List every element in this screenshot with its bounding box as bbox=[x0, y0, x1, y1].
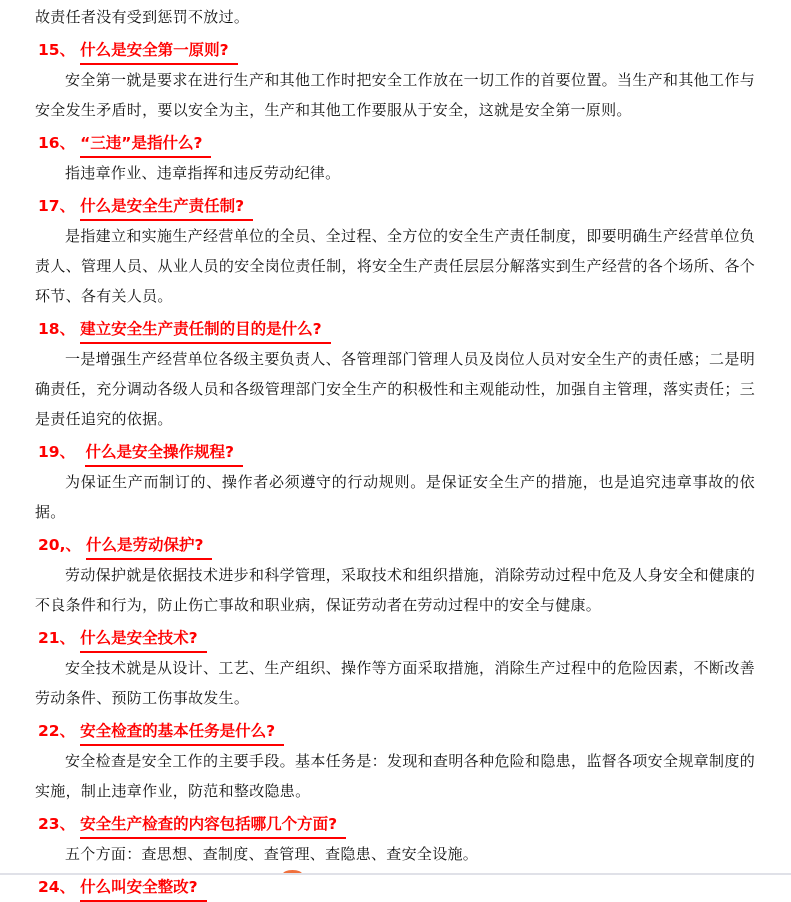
answer-paragraph: 一是增强生产经营单位各级主要负责人、各管理部门管理人员及岗位人员对安全生产的责任感；二是明确责任，充分调动各级人员和各级管理部门安全生产的积极性和主观能动性，加强自主管理，落实责任；三是责任追究的依据。 bbox=[35, 350, 755, 428]
qa-item bbox=[35, 809, 755, 869]
answer-paragraph: 为保证生产而制订的、操作者必须遵守的行动规则。是保证安全生产的措施，也是追究违章事故的依据。 bbox=[35, 473, 755, 521]
qa-item bbox=[35, 128, 755, 188]
qa-item bbox=[35, 872, 755, 902]
answer-paragraph: 指违章作业、违章指挥和违反劳动纪律。 bbox=[65, 164, 341, 182]
qa-item bbox=[35, 623, 755, 713]
qa-item bbox=[35, 437, 755, 527]
question-text: 什么是安全第一原则? bbox=[80, 38, 238, 65]
question-text: 什么是劳动保护? bbox=[86, 533, 213, 560]
question-text: 什么是安全技术? bbox=[80, 626, 207, 653]
question-heading bbox=[35, 191, 755, 221]
answer-paragraph: 是指建立和实施生产经营单位的全员、全过程、全方位的安全生产责任制度，即要明确生产经营单位负责人、管理人员、从业人员的安全岗位责任制，将安全生产责任层层分解落实到生产经营的各个场所、各个环节、各有关人员。 bbox=[35, 227, 755, 305]
question-heading bbox=[35, 623, 755, 653]
answer-paragraph: 安全技术就是从设计、工艺、生产组织、操作等方面采取措施，消除生产过程中的危险因素，不断改善劳动条件、预防工伤事故发生。 bbox=[35, 659, 755, 707]
question-number: 23、 bbox=[38, 815, 76, 833]
question-number: 20,、 bbox=[38, 536, 81, 554]
question-heading bbox=[35, 314, 755, 344]
qa-item bbox=[35, 716, 755, 806]
question-number: 18、 bbox=[38, 320, 76, 338]
question-number: 21、 bbox=[38, 629, 76, 647]
question-number: 15、 bbox=[38, 41, 76, 59]
question-text: 安全生产检查的内容包括哪几个方面? bbox=[80, 812, 346, 839]
question-heading bbox=[35, 35, 755, 65]
question-text: “三违”是指什么? bbox=[80, 131, 211, 158]
leading-paragraph: 故责任者没有受到惩罚不放过。 bbox=[35, 8, 250, 26]
question-heading bbox=[35, 809, 755, 839]
question-heading bbox=[35, 716, 755, 746]
question-number: 24、 bbox=[38, 878, 76, 896]
answer-paragraph: 安全第一就是要求在进行生产和其他工作时把安全工作放在一切工作的首要位置。当生产和其他工作与安全发生矛盾时，要以安全为主，生产和其他工作要服从于安全，这就是安全第一原则。 bbox=[35, 71, 755, 119]
answer-paragraph: 劳动保护就是依据技术进步和科学管理，采取技术和组织措施，消除劳动过程中危及人身安全和健康的不良条件和行为，防止伤亡事故和职业病，保证劳动者在劳动过程中的安全与健康。 bbox=[35, 566, 755, 614]
question-heading bbox=[35, 872, 755, 902]
question-heading bbox=[35, 530, 755, 560]
qa-item bbox=[35, 191, 755, 311]
qa-item bbox=[35, 35, 755, 125]
question-heading bbox=[35, 128, 755, 158]
question-text: 什么叫安全整改? bbox=[80, 875, 207, 902]
question-text: 建立安全生产责任制的目的是什么? bbox=[80, 317, 331, 344]
qa-list bbox=[35, 35, 755, 902]
page-break-divider bbox=[0, 873, 791, 875]
answer-paragraph: 五个方面：查思想、查制度、查管理、查隐患、查安全设施。 bbox=[65, 845, 479, 863]
qa-item bbox=[35, 530, 755, 620]
answer-paragraph: 安全检查是安全工作的主要手段。基本任务是：发现和查明各种危险和隐患，监督各项安全规章制度的实施，制止违章作业，防范和整改隐患。 bbox=[35, 752, 755, 800]
question-number: 17、 bbox=[38, 197, 76, 215]
qa-item bbox=[35, 314, 755, 434]
question-text: 什么是安全生产责任制? bbox=[80, 194, 253, 221]
question-number: 22、 bbox=[38, 722, 76, 740]
question-text: 什么是安全操作规程? bbox=[85, 440, 243, 467]
question-number: 19、 bbox=[38, 443, 81, 461]
question-text: 安全检查的基本任务是什么? bbox=[80, 719, 284, 746]
question-number: 16、 bbox=[38, 134, 76, 152]
question-heading bbox=[35, 437, 755, 467]
